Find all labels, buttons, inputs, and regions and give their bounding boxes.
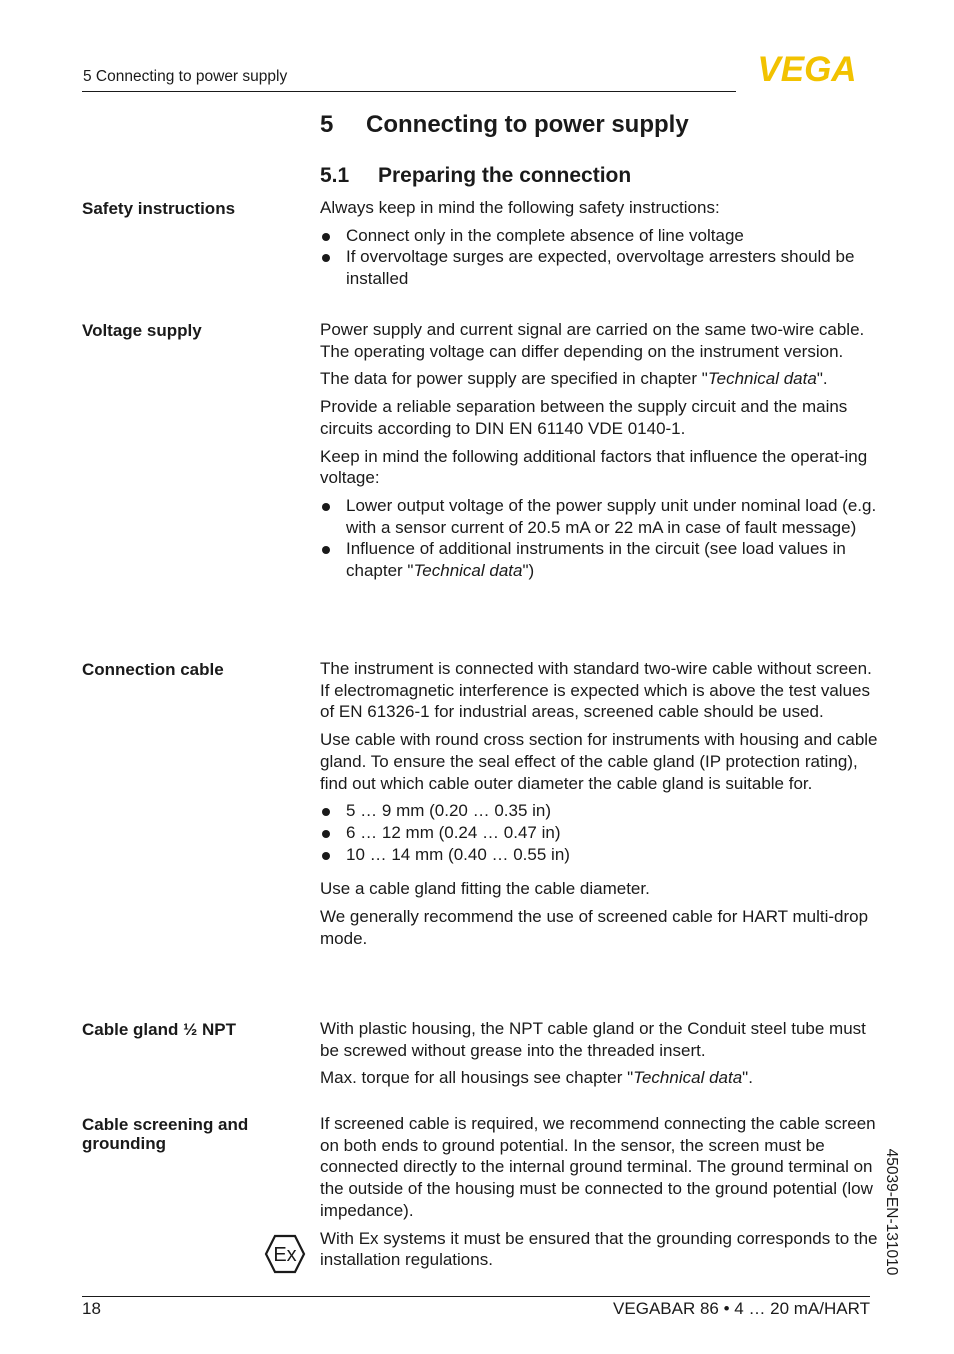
- cable-p3: Use a cable gland fitting the cable diameter.: [320, 879, 650, 899]
- gland-p1: With plastic housing, the NPT cable gland or the Conduit steel tube must be screwed without grease into the threaded insert.: [320, 1019, 866, 1060]
- gland-p2: Max. torque for all housings see chapter "Technical data".: [320, 1068, 753, 1088]
- list-item: 10 … 14 mm (0.40 … 0.55 in): [320, 844, 878, 866]
- cable-block: [320, 658, 878, 949]
- footer-rule: [82, 1296, 870, 1297]
- side-heading-safety: Safety instructions: [82, 199, 236, 218]
- svg-text:Ex: Ex: [273, 1244, 297, 1266]
- document-id: 45039-EN-131010: [883, 1148, 900, 1276]
- cable-list: [320, 800, 878, 865]
- voltage-p4: Keep in mind the following additional factors that influence the operat-ing voltage:: [320, 446, 868, 488]
- cable-p4: We generally recommend the use of screened cable for HART multi-drop mode.: [320, 907, 869, 948]
- running-header: 5 Connecting to power supply: [83, 68, 288, 85]
- list-item: 6 … 12 mm (0.24 … 0.47 in): [320, 822, 878, 844]
- safety-block: [320, 197, 878, 290]
- chapter-number: 5: [320, 111, 334, 138]
- ex-hazard-icon: [264, 1234, 306, 1274]
- screening-block: [320, 1113, 878, 1271]
- list-item: 5 … 9 mm (0.20 … 0.35 in): [320, 800, 878, 822]
- side-heading-screening: Cable screening and grounding: [82, 1115, 249, 1153]
- side-heading-voltage: Voltage supply: [82, 321, 202, 340]
- page-number: 18: [82, 1299, 101, 1318]
- footer-title: VEGABAR 86 • 4 … 20 mA/HART: [613, 1299, 870, 1318]
- side-heading-gland: Cable gland ½ NPT: [82, 1020, 236, 1039]
- header-rule: [82, 91, 736, 92]
- list-item: Lower output voltage of the power supply unit under nominal load (e.g. with a sensor current of 20.5 mA or 22 mA in case of fault message): [320, 495, 878, 538]
- voltage-p3: Provide a reliable separation between the supply circuit and the mains circuits according to DIN EN 61140 VDE 0140-1.: [320, 397, 848, 438]
- voltage-p2: The data for power supply are specified in chapter "Technical data".: [320, 369, 828, 389]
- screening-p1: If screened cable is required, we recommend connecting the cable screen on both ends to ground potential. In the sensor, the screen must be connected directly to the internal ground terminal. The ground terminal on the outside of the housing must be connected to the ground potential (low impedance).: [320, 1114, 876, 1220]
- side-heading-cable: Connection cable: [82, 660, 224, 679]
- svg-text:VEGA: VEGA: [757, 52, 857, 84]
- cable-p2: Use cable with round cross section for instruments with housing and cable gland. To ensure the seal effect of the cable gland (IP protection rating), find out which cable outer diameter the cable gland is suitable for.: [320, 730, 878, 793]
- chapter-heading: [320, 111, 689, 139]
- safety-intro: Always keep in mind the following safety instructions:: [320, 198, 720, 217]
- screening-p2: With Ex systems it must be ensured that the grounding corresponds to the installation regulations.: [320, 1228, 878, 1270]
- section-heading: [320, 164, 631, 188]
- voltage-p1: Power supply and current signal are carried on the same two-wire cable. The operating voltage can differ depending on the instrument version.: [320, 320, 865, 361]
- list-item: Connect only in the complete absence of line voltage: [320, 225, 878, 247]
- section-title: Preparing the connection: [378, 164, 632, 187]
- cable-p1: The instrument is connected with standard two-wire cable without screen. If electromagnetic interference is expected which is above the test values of EN 61326-1 for industrial areas, screened cable should be used.: [320, 659, 872, 722]
- list-item: Influence of additional instruments in the circuit (see load values in chapter "Technical data"): [320, 538, 878, 581]
- list-item: If overvoltage surges are expected, overvoltage arresters should be installed: [320, 246, 878, 289]
- gland-block: [320, 1018, 878, 1089]
- safety-list: [320, 225, 878, 290]
- section-number: 5.1: [320, 164, 350, 187]
- voltage-block: [320, 319, 878, 582]
- voltage-list: [320, 495, 878, 582]
- chapter-title: Connecting to power supply: [366, 111, 689, 138]
- vega-logo: [741, 52, 873, 84]
